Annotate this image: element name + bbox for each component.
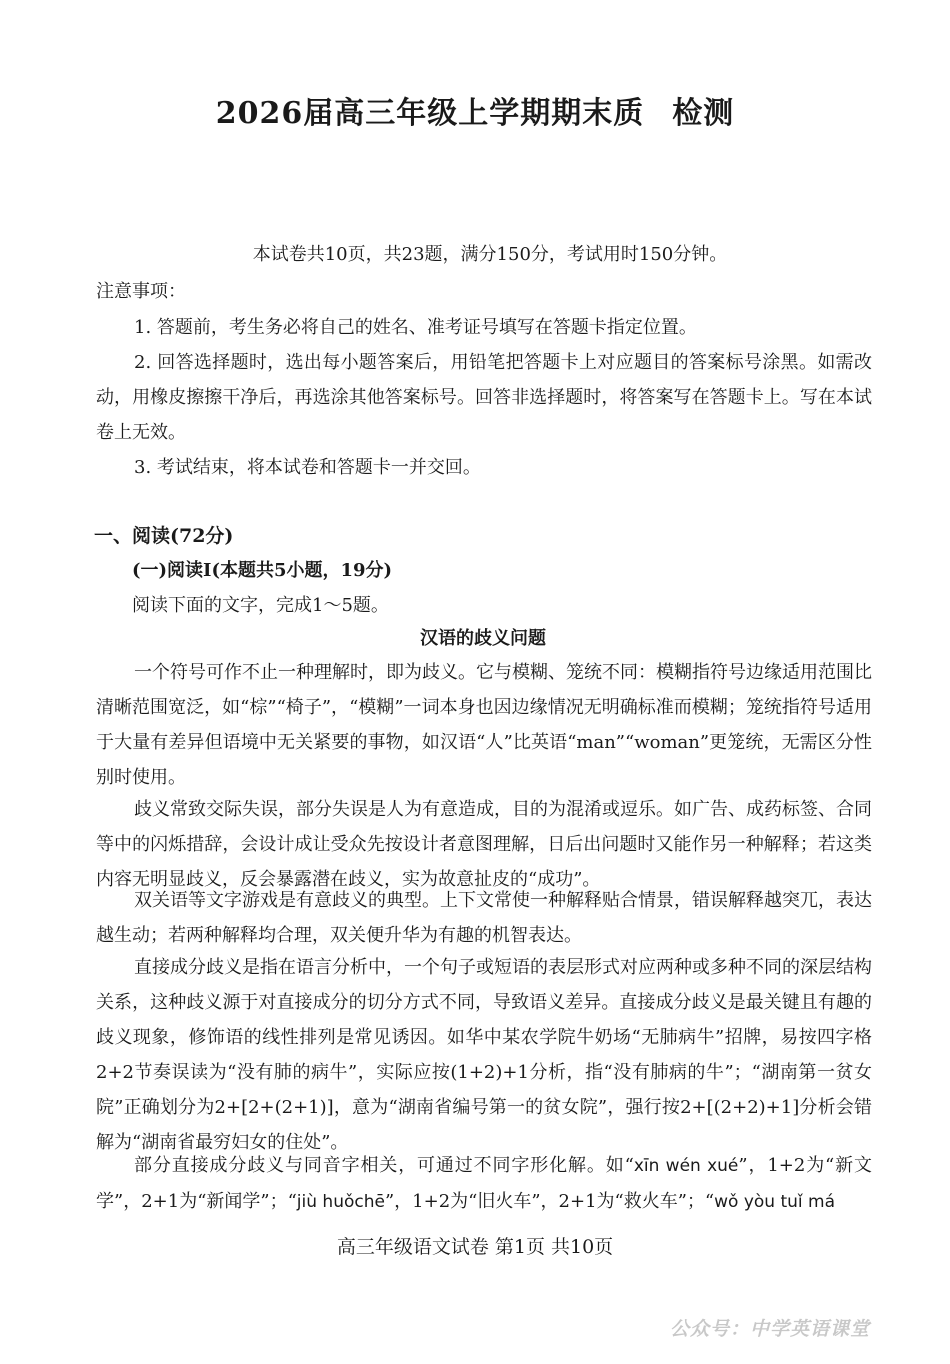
reading-instruction: 阅读下面的文字，完成1～5题。 bbox=[132, 595, 389, 616]
notes-heading: 注意事项： bbox=[96, 281, 186, 302]
section-subheading: (一)阅读Ⅰ(本题共5小题，19分) bbox=[132, 560, 393, 581]
note-item-1: 1. 答题前，考生务必将自己的姓名、准考证号填写在答题卡指定位置。 bbox=[134, 317, 697, 338]
article-title: 汉语的歧义问题 bbox=[420, 628, 546, 649]
article-paragraph-4: 直接成分歧义是指在语言分析中，一个句子或短语的表层形式对应两种或多种不同的深层结构关系，这种歧义源于对直接成分的切分方式不同，导致语义差异。直接成分歧义是最关键且有趣的歧义现象，修饰语的线性排列是常见诱因。如华中某农学院牛奶场“无肺病牛”招牌，易按四字格2+2节奏误读为“没有肺的病牛”，实际应按(1+2)+1分析，指“没有肺病的牛”；“湖南第一贫女院”正确划分为2+[2+(2+1)]，意为“湖南省编号第一的贫女院”，强行按2+[(2+2)+1]分析会错解为“湖南省最穷妇女的住处”。 bbox=[96, 957, 872, 1153]
page-footer: 高三年级语文试卷 第1页 共10页 bbox=[336, 1236, 614, 1258]
title-tail: 检测 bbox=[672, 96, 735, 131]
article-paragraph-3: 双关语等文字游戏是有意歧义的典型。上下文常使一种解释贴合情景，错误解释越突兀，表达越生动；若两种解释均合理，双关便升华为有趣的机智表达。 bbox=[96, 890, 872, 946]
para5-pinyin-1: xīn wén xué bbox=[633, 1156, 739, 1176]
page-title bbox=[0, 88, 950, 132]
para5-text-3: ”，1+2为“旧火车”，2+1为“救火车”；“ bbox=[384, 1191, 715, 1212]
para5-text-1: 部分直接成分歧义与同音字相关，可通过不同字形化解。如“ bbox=[134, 1155, 634, 1176]
article-paragraph-2: 歧义常致交际失误，部分失误是人为有意造成，目的为混淆或逗乐。如广告、成药标签、合同等中的闪烁措辞，会设计成让受众先按设计者意图理解，日后出问题时又能作另一种解释；若这类内容无明显歧义，反会暴露潜在歧义，实为故意扯皮的“成功”。 bbox=[96, 799, 872, 890]
article-paragraph-1: 一个符号可作不止一种理解时，即为歧义。它与模糊、笼统不同：模糊指符号边缘适用范围比清晰范围宽泛，如“棕”“椅子”，“模糊”一词本身也因边缘情况无明确标准而模糊；笼统指符号适用于大量有差异但语境中无关紧要的事物，如汉语“人”比英语“man”“woman”更笼统，无需区分性别时使用。 bbox=[96, 662, 872, 788]
article-paragraph-5 bbox=[96, 1148, 872, 1220]
para5-pinyin-2: jiù huǒchē bbox=[296, 1192, 385, 1212]
note-item-3: 3. 考试结束，将本试卷和答题卡一并交回。 bbox=[134, 457, 481, 478]
watermark: 公众号：中学英语课堂 bbox=[669, 1318, 870, 1340]
note-item-2: 2. 回答选择题时，选出每小题答案后，用铅笔把答题卡上对应题目的答案标号涂黑。如需改动，用橡皮擦擦干净后，再选涂其他答案标号。回答非选择题时，将答案写在答题卡上。写在本试卷上无效。 bbox=[96, 352, 872, 443]
para5-pinyin-3: wǒ yòu tuǐ má bbox=[714, 1192, 836, 1212]
para5-text-2: ”，1+2为“新文学”，2+1为“新闻学”；“ bbox=[96, 1155, 873, 1212]
exam-intro: 本试卷共10页，共23题，满分150分，考试用时150分钟。 bbox=[252, 244, 728, 265]
title-main: 2026届高三年级上学期期末质 bbox=[215, 96, 645, 131]
section-heading: 一、阅读(72分) bbox=[94, 525, 234, 547]
